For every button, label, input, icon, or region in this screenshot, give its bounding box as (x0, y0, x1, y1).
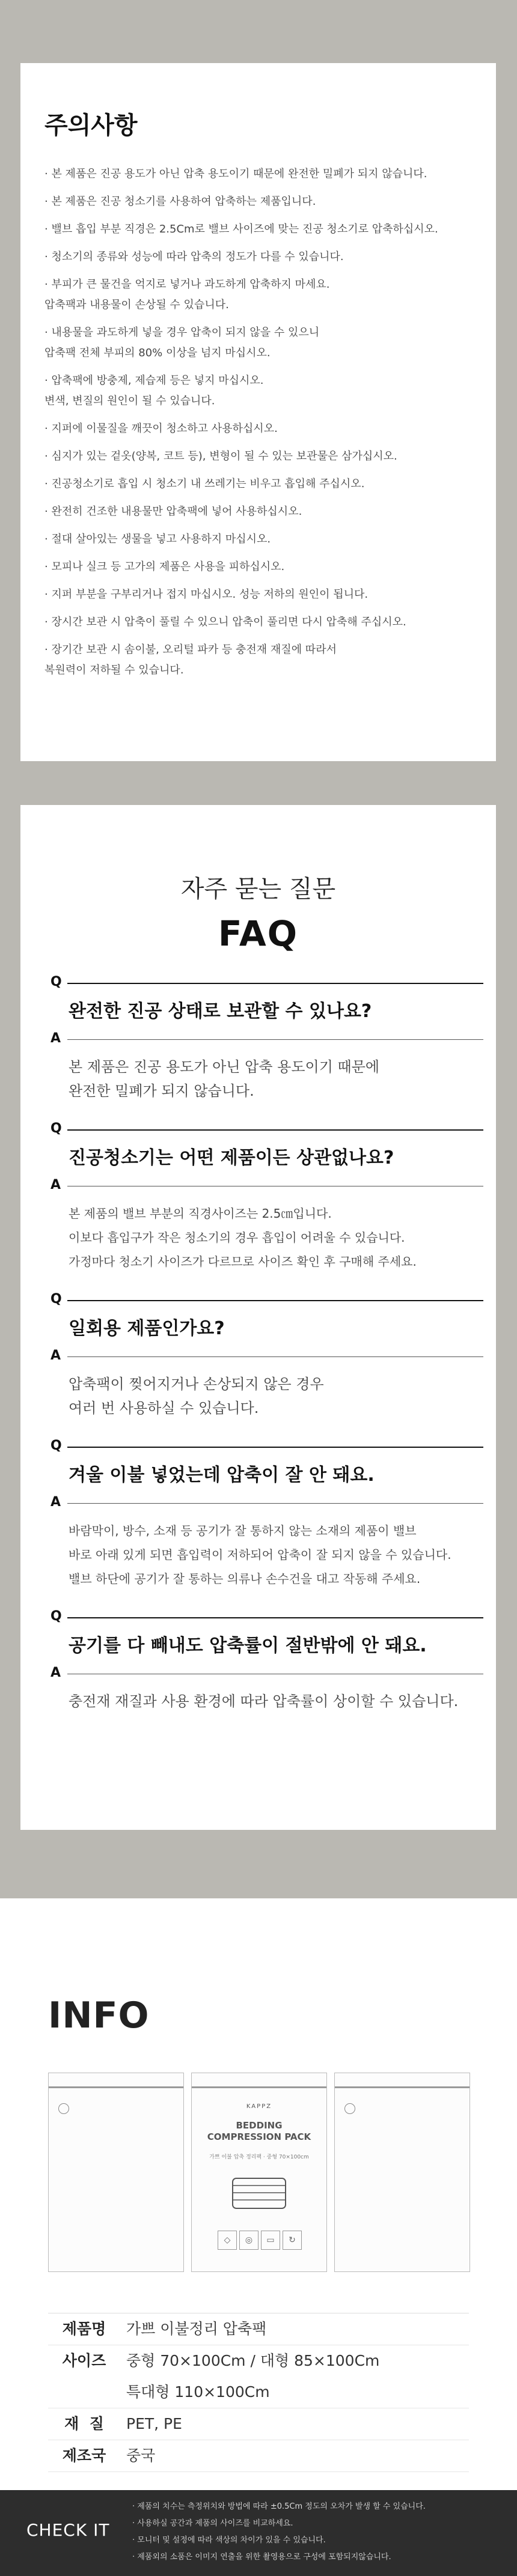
notice-item: · 장시간 보관 시 압축이 풀릴 수 있으니 압축이 풀리면 다시 압축해 주십시오. (44, 616, 406, 628)
notice-item: · 밸브 흡입 부분 직경은 2.5Cm로 밸브 사이즈에 맞는 진공 청소기로 압축하십시오. (44, 223, 438, 235)
info-title: INFO (48, 1994, 150, 2037)
notice-item: · 내용물을 과도하게 넣을 경우 압축이 되지 않을 수 있으니 압축팩 전체 부피의 80% 이상을 넘지 마십시오. (44, 326, 320, 359)
moisture-proof-icon: ◎ (239, 2231, 258, 2250)
pack-sublabel: 가쁘 이불 압축 정리팩 · 중형 70×100cm (209, 2154, 309, 2160)
check-it-item: · 제품의 치수는 측정위치와 방법에 따라 ±0.5Cm 정도의 오차가 발생 할 수 있습니다. (132, 2502, 426, 2511)
compression-pack-image (48, 2073, 184, 2272)
dust-proof-icon: ◇ (218, 2231, 237, 2250)
divider (67, 983, 483, 984)
notice-item: · 모피나 실크 등 고가의 제품은 사용을 피하십시오. (44, 560, 285, 573)
faq-item (50, 973, 483, 1103)
spec-row (48, 2440, 469, 2472)
faq-card (20, 805, 496, 1830)
spec-key: 사이즈 (62, 2352, 106, 2369)
spec-table (48, 2313, 469, 2472)
answer-marker: A (50, 1665, 61, 1680)
faq-question: 일회용 제품인가요? (69, 1318, 225, 1339)
question-marker-row (50, 973, 483, 991)
question-marker: Q (50, 1438, 62, 1453)
check-it-title: CHECK IT (26, 2520, 110, 2540)
question-marker-row (50, 1290, 483, 1308)
pack-label (192, 2120, 326, 2143)
spec-row (48, 2408, 469, 2440)
question-marker: Q (50, 1609, 62, 1624)
feature-icons (216, 2231, 306, 2251)
faq-answer-line: 바로 아래 있게 되면 흡입력이 저하되어 압축이 잘 되지 않을 수 있습니다. (69, 1548, 451, 1562)
question-marker-row (50, 1437, 483, 1455)
answer-marker-row (50, 1347, 483, 1365)
notice-item: · 지퍼에 이물질을 깨끗이 청소하고 사용하십시오. (44, 422, 278, 435)
answer-marker-row (50, 1030, 483, 1048)
check-it-banner (0, 2490, 517, 2576)
faq-answer (69, 1201, 483, 1274)
faq-answer (69, 1055, 483, 1103)
notice-item: · 진공청소기로 흡입 시 청소기 내 쓰레기는 비우고 흡입해 주십시오. (44, 478, 365, 490)
answer-marker: A (50, 1495, 61, 1510)
question-marker-row (50, 1120, 483, 1138)
zipper-line (49, 2086, 183, 2088)
notice-title: 주의사항 (44, 112, 138, 139)
brand-logo: KAPPZ (246, 2103, 272, 2110)
faq-answer (69, 1689, 483, 1713)
faq-question: 공기를 다 빼내도 압축률이 절반밖에 안 돼요. (69, 1635, 427, 1656)
faq-question: 겨울 이불 넣었는데 압축이 잘 안 돼요. (69, 1465, 375, 1486)
spec-value-line: 중국 (126, 2447, 156, 2464)
check-it-item: · 제품외의 소품은 이미지 연출을 위한 촬영용으로 구성에 포함되지않습니다. (132, 2553, 391, 2562)
check-it-item: · 사용하실 공간과 제품의 사이즈를 비교하세요. (132, 2519, 293, 2528)
valve-icon (344, 2103, 355, 2114)
faq-answer-line: 충전재 재질과 사용 환경에 따라 압축률이 상이할 수 있습니다. (69, 1693, 459, 1710)
valve-icon (58, 2103, 69, 2114)
spec-value-line: PET, PE (126, 2415, 182, 2432)
faq-answer (69, 1519, 483, 1591)
faq-answer-line: 여러 번 사용하실 수 있습니다. (69, 1400, 259, 1417)
faq-answer-line: 밸브 하단에 공기가 잘 통하는 의류나 손수건을 대고 작동해 주세요. (69, 1572, 421, 1586)
zipper-line (192, 2086, 326, 2088)
check-it-item: · 모니터 및 설정에 따라 색상의 차이가 있을 수 있습니다. (132, 2536, 326, 2545)
spec-value (120, 2313, 469, 2345)
answer-marker: A (50, 1177, 61, 1192)
faq-item (50, 1290, 483, 1420)
divider (67, 1039, 483, 1040)
notice-list (44, 164, 477, 688)
faq-answer-line: 압축팩이 찢어지거나 손상되지 않은 경우 (69, 1376, 324, 1393)
faq-item (50, 1608, 483, 1713)
spec-value (120, 2408, 469, 2440)
compression-pack-image (191, 2073, 327, 2272)
zipper-line (335, 2086, 470, 2088)
faq-question: 완전한 진공 상태로 보관할 수 있나요? (69, 1001, 372, 1022)
answer-marker: A (50, 1031, 61, 1046)
spec-value (120, 2345, 469, 2408)
spec-value (120, 2440, 469, 2471)
faq-answer-line: 바람막이, 방수, 소재 등 공기가 잘 통하지 않는 소재의 제품이 밸브 (69, 1523, 417, 1538)
question-marker: Q (50, 974, 62, 989)
divider (67, 1356, 483, 1357)
notice-card (20, 63, 496, 761)
space-saving-icon: ▭ (261, 2231, 280, 2250)
notice-item: · 심지가 있는 겉옷(양복, 코트 등), 변형이 될 수 있는 보관물은 삼가십시오. (44, 450, 397, 463)
question-marker: Q (50, 1292, 62, 1307)
faq-item (50, 1437, 483, 1591)
divider (67, 1503, 483, 1504)
divider (67, 1617, 483, 1618)
notice-item: · 압축팩에 방충제, 제습제 등은 넣지 마십시오. 변색, 변질의 원인이 될 수 있습니다. (44, 374, 264, 407)
faq-subtitle: 자주 묻는 질문 (180, 875, 336, 903)
product-images (48, 2073, 469, 2271)
answer-marker-row (50, 1664, 483, 1682)
notice-item: · 절대 살아있는 생물을 넣고 사용하지 마십시오. (44, 533, 271, 545)
faq-question: 진공청소기는 어떤 제품이든 상관없나요? (69, 1147, 394, 1168)
faq-list (50, 973, 483, 1730)
notice-item: · 장기간 보관 시 솜이불, 오리털 파카 등 충전재 재질에 따라서 복원력이 저하될 수 있습니다. (44, 643, 337, 676)
answer-marker: A (50, 1348, 61, 1363)
spec-row (48, 2313, 469, 2345)
spec-key: 제품명 (62, 2320, 106, 2338)
spec-key: 재 질 (64, 2415, 104, 2432)
faq-title: FAQ (218, 913, 299, 954)
divider (67, 1129, 483, 1131)
compression-pack-image (334, 2073, 470, 2272)
notice-item: · 완전히 건조한 내용물만 압축팩에 넣어 사용하십시오. (44, 505, 302, 518)
spec-key: 제조국 (62, 2447, 106, 2464)
faq-answer-line: 본 제품의 밸브 부분의 직경사이즈는 2.5㎝입니다. (69, 1206, 332, 1221)
spec-value-line: 중형 70×100Cm / 대형 85×100Cm (126, 2352, 380, 2369)
faq-answer-line: 완전한 밀폐가 되지 않습니다. (69, 1083, 254, 1099)
notice-item: · 본 제품은 진공 용도가 아닌 압축 용도이기 때문에 완전한 밀폐가 되지 않습니다. (44, 168, 427, 180)
reusable-icon: ↻ (283, 2231, 302, 2250)
question-marker: Q (50, 1121, 62, 1136)
answer-marker-row (50, 1493, 483, 1511)
notice-item: · 지퍼 부분을 구부리거나 접지 마십시오. 성능 저하의 원인이 됩니다. (44, 588, 369, 601)
spec-row (48, 2345, 469, 2408)
faq-answer (69, 1372, 483, 1420)
divider (67, 1300, 483, 1301)
spec-value-line: 가쁘 이불정리 압축팩 (126, 2320, 267, 2338)
answer-marker-row (50, 1176, 483, 1194)
faq-answer-line: 본 제품은 진공 용도가 아닌 압축 용도이기 때문에 (69, 1059, 380, 1075)
faq-answer-line: 가정마다 청소기 사이즈가 다르므로 사이즈 확인 후 구매해 주세요. (69, 1254, 417, 1269)
faq-answer-line: 이보다 흡입구가 작은 청소기의 경우 흡입이 어려울 수 있습니다. (69, 1230, 405, 1245)
spec-value-line: 특대형 110×100Cm (126, 2383, 270, 2401)
pack-label-line: BEDDING (236, 2120, 283, 2131)
folded-blanket-icon (229, 2172, 289, 2214)
divider (67, 1447, 483, 1448)
check-it-list (132, 2499, 505, 2566)
pack-label-line: COMPRESSION PACK (207, 2131, 311, 2142)
faq-item (50, 1120, 483, 1274)
notice-item: · 청소기의 종류와 성능에 따라 압축의 정도가 다를 수 있습니다. (44, 251, 344, 263)
notice-item: · 부피가 큰 물건을 억지로 넣거나 과도하게 압축하지 마세요. 압축팩과 내용물이 손상될 수 있습니다. (44, 278, 330, 311)
question-marker-row (50, 1608, 483, 1626)
notice-item: · 본 제품은 진공 청소기를 사용하여 압축하는 제품입니다. (44, 195, 316, 208)
